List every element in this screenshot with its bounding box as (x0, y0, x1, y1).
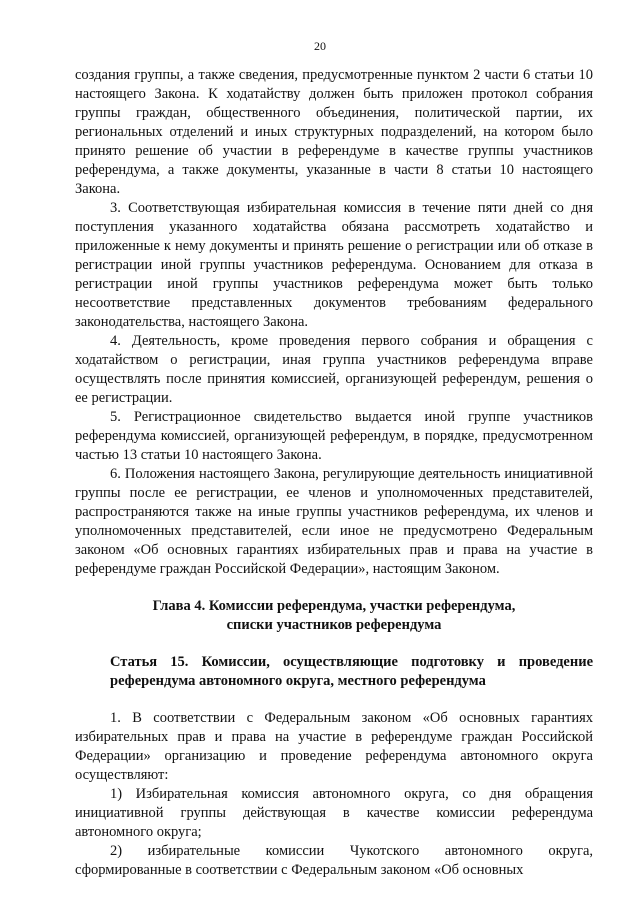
paragraph: создания группы, а также сведения, предусмотренные пунктом 2 части 6 статьи 10 настоящего Закона. К ходатайству должен быть приложен протокол собрания группы граждан, общественного объединения, политической партии, их региональных отделений и иных структурных подразделений, на котором было принято решение об участии в референдуме в качестве группы участников референдума, а также документы, указанные в части 8 статьи 10 настоящего Закона. (75, 67, 593, 197)
paragraph: 5. Регистрационное свидетельство выдается иной группе участников референдума комиссией, организующей референдум, в порядке, предусмотренном частью 13 статьи 10 настоящего Закона. (75, 409, 593, 463)
document-body (75, 66, 593, 880)
chapter-heading-line1: Глава 4. Комиссии референдума, участки референдума, (152, 598, 516, 614)
paragraph: 3. Соответствующая избирательная комиссия в течение пяти дней со дня поступления указанного ходатайства обязана рассмотреть ходатайство и приложенные к нему документы и принять решение о регистрации или об отказе в регистрации иной группы участников референдума. Основанием для отказа в регистрации иной группы участников референдума может быть только несоответствие представленных документов требованиям федерального законодательства, настоящего Закона. (75, 200, 593, 330)
paragraph: 2) избирательные комиссии Чукотского автономного округа, сформированные в соответствии с Федеральным законом «Об основных (75, 843, 593, 878)
chapter-heading (75, 597, 593, 635)
paragraph: 4. Деятельность, кроме проведения первого собрания и обращения с ходатайством о регистрации, иная группа участников референдума вправе осуществлять после принятия комиссией, организующей референдум, решения о ее регистрации. (75, 333, 593, 406)
page-number: 20 (314, 39, 326, 53)
paragraph: 1) Избирательная комиссия автономного округа, со дня обращения инициативной группы действующая в качестве комиссии референдума автономного округа; (75, 786, 593, 840)
chapter-heading-line2: списки участников референдума (226, 617, 442, 633)
paragraph: 6. Положения настоящего Закона, регулирующие деятельность инициативной группы после ее регистрации, ее членов и уполномоченных представителей, распространяются также на иные группы участников референдума, их членов и уполномоченных представителей, если иное не предусмотрено Федеральным законом «Об основных гарантиях избирательных прав и права на участие в референдуме граждан Российской Федерации», настоящим Законом. (75, 466, 593, 577)
article-heading: Статья 15. Комиссии, осуществляющие подготовку и проведение референдума автономного округа, местного референдума (110, 654, 593, 689)
paragraph: 1. В соответствии с Федеральным законом «Об основных гарантиях избирательных прав и права на участие в референдуме граждан Российской Федерации» организацию и проведение референдума автономного округа осуществляют: (75, 710, 593, 783)
